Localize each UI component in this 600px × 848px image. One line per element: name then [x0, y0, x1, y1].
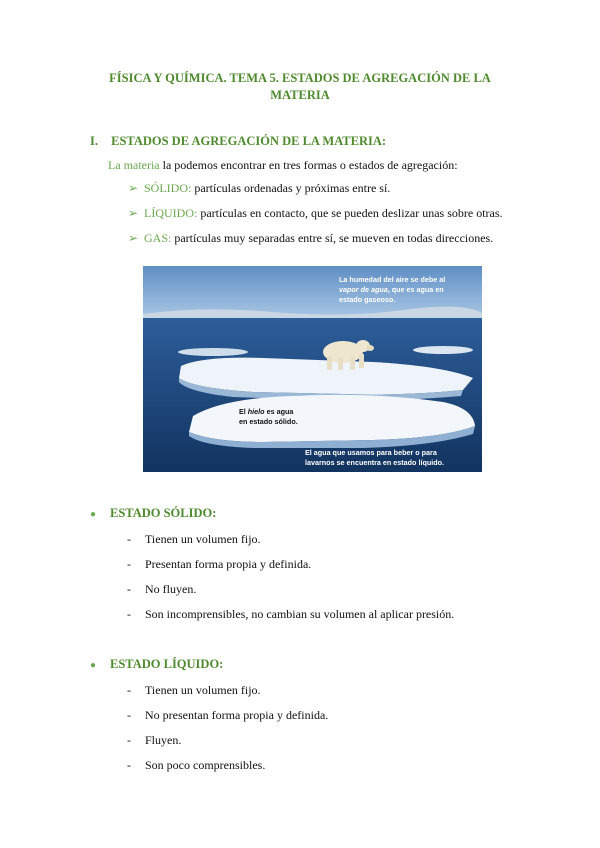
- list-item: [127, 733, 181, 748]
- section-heading-text: ESTADOS DE AGREGACIÓN DE LA MATERIA:: [111, 134, 387, 148]
- state-desc: partículas en contacto, que se pueden deslizar unas sobre otras.: [197, 206, 503, 220]
- dot-bullet-icon: ●: [90, 509, 97, 520]
- intro-text: la podemos encontrar en tres formas o estados de agregación:: [159, 158, 458, 172]
- list-item-text: Son incomprensibles, no cambian su volumen al aplicar presión.: [145, 607, 455, 621]
- state-item-liquid: [128, 206, 503, 221]
- caption-liquid: El agua que usamos para beber o para: [305, 448, 437, 457]
- state-name: LÍQUIDO:: [144, 206, 198, 220]
- list-item: [127, 607, 454, 622]
- list-item: [127, 758, 265, 773]
- document-title: [90, 70, 510, 104]
- svg-text:estado gaseoso.: estado gaseoso.: [339, 295, 396, 304]
- dash-bullet-icon: -: [127, 708, 131, 722]
- caption-gas: La humedad del aire se debe al: [339, 275, 446, 284]
- title-line-2: MATERIA: [270, 88, 330, 102]
- state-name: GAS:: [144, 231, 172, 245]
- state-name: SÓLIDO:: [144, 181, 192, 195]
- list-item-text: Tienen un volumen fijo.: [145, 532, 261, 546]
- solid-heading-text: ESTADO SÓLIDO:: [110, 506, 217, 520]
- list-item-text: No presentan forma propia y definida.: [145, 708, 329, 722]
- state-desc: partículas ordenadas y próximas entre sí.: [191, 181, 391, 195]
- arrow-bullet-icon: ➢: [128, 231, 139, 245]
- list-item-text: Son poco comprensibles.: [145, 758, 266, 772]
- state-item-solid: [128, 181, 390, 196]
- list-item-text: Tienen un volumen fijo.: [145, 683, 261, 697]
- section-heading: [90, 134, 386, 149]
- list-item-text: Presentan forma propia y definida.: [145, 557, 312, 571]
- list-item: [127, 683, 261, 698]
- list-item: [127, 557, 311, 572]
- solid-heading: [90, 506, 216, 521]
- dash-bullet-icon: -: [127, 683, 131, 697]
- title-line-1: FÍSICA Y QUÍMICA. TEMA 5. ESTADOS DE AGREGACIÓN DE LA: [109, 71, 491, 85]
- dash-bullet-icon: -: [127, 532, 131, 546]
- polar-bear-ice-photo: [143, 266, 482, 472]
- intro-highlight: La materia: [108, 158, 160, 172]
- liquid-heading: [90, 657, 223, 672]
- svg-text:lavarnos se encuentra en estad: lavarnos se encuentra en estado líquido.: [305, 458, 444, 467]
- state-item-gas: [128, 231, 493, 246]
- dash-bullet-icon: -: [127, 758, 131, 772]
- svg-text:en estado sólido.: en estado sólido.: [239, 417, 298, 426]
- arrow-bullet-icon: ➢: [128, 181, 139, 195]
- dash-bullet-icon: -: [127, 582, 131, 596]
- list-item: [127, 532, 261, 547]
- section-number: I.: [90, 134, 98, 148]
- photo-illustration: [143, 266, 482, 472]
- liquid-heading-text: ESTADO LÍQUIDO:: [110, 657, 224, 671]
- list-item: [127, 582, 196, 597]
- intro-paragraph: [108, 158, 458, 173]
- dash-bullet-icon: -: [127, 733, 131, 747]
- dash-bullet-icon: -: [127, 557, 131, 571]
- caption-solid: El hielo es agua: [239, 407, 294, 416]
- list-item-text: Fluyen.: [145, 733, 182, 747]
- dot-bullet-icon: ●: [90, 660, 97, 671]
- arrow-bullet-icon: ➢: [128, 206, 139, 220]
- svg-text:vapor de agua, que es agua en: vapor de agua, que es agua en: [339, 285, 444, 294]
- list-item: [127, 708, 328, 723]
- dash-bullet-icon: -: [127, 607, 131, 621]
- state-desc: partículas muy separadas entre sí, se mueven en todas direcciones.: [171, 231, 494, 245]
- list-item-text: No fluyen.: [145, 582, 197, 596]
